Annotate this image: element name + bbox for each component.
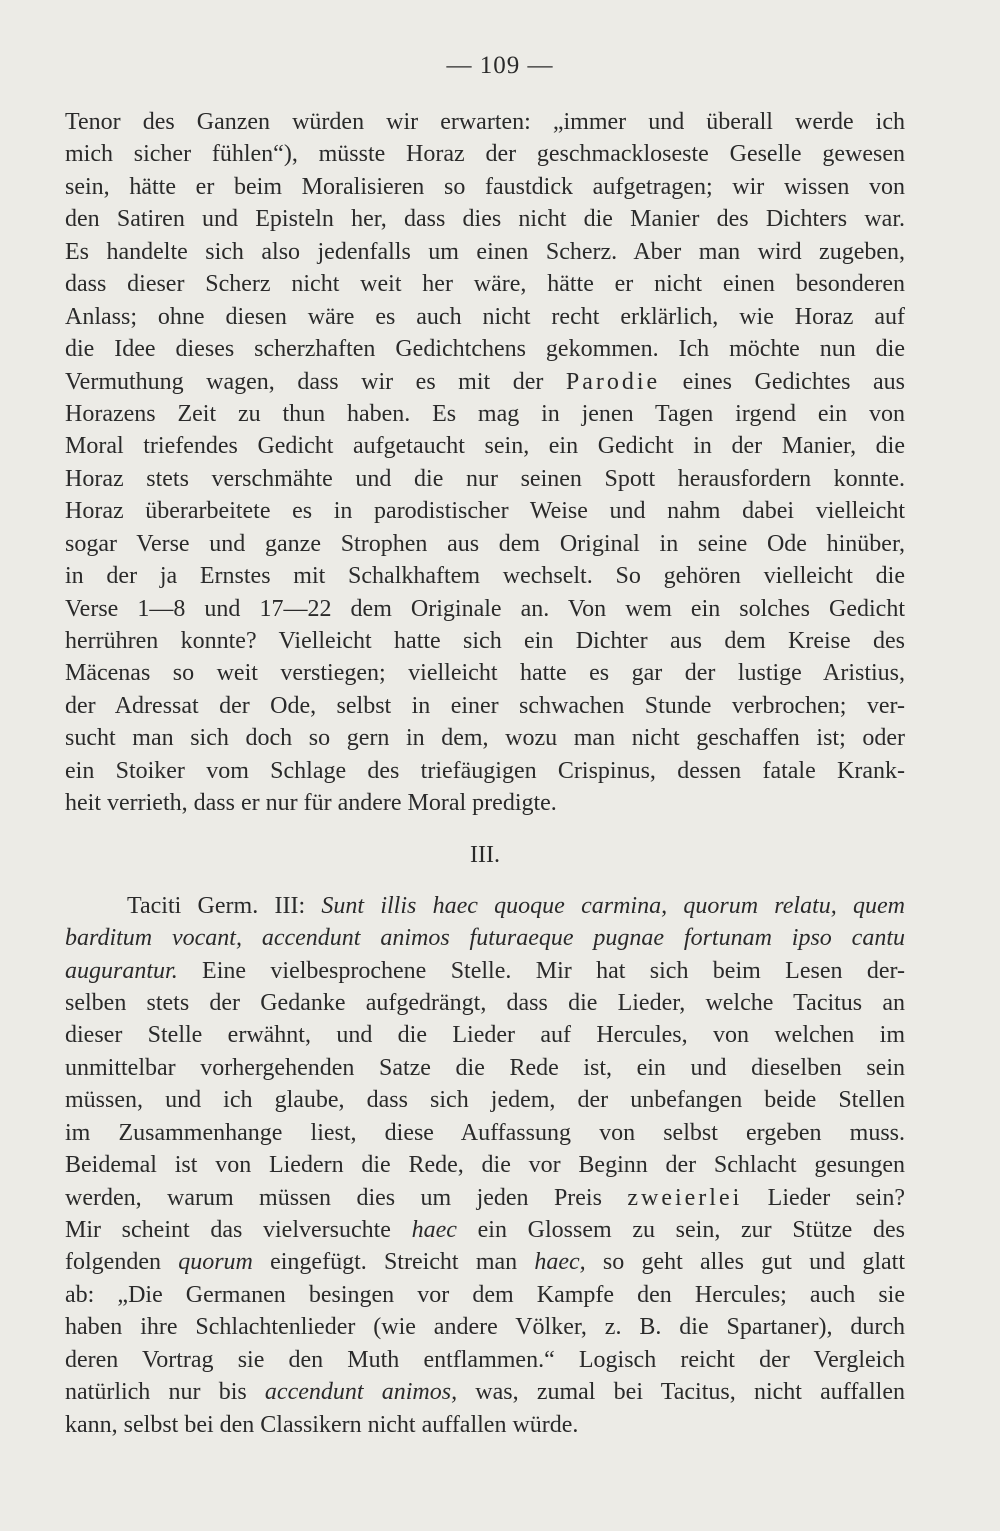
text-line: Anlass; ohne diesen wäre es auch nicht recht erklärlich, wie Horaz auf xyxy=(65,303,905,330)
text-line: den Satiren und Episteln her, dass dies nicht die Manier des Dichters war. xyxy=(65,206,905,233)
text-line: werden, warum müssen dies um jeden Preis zweierlei Lieder sein? xyxy=(65,1184,906,1211)
text-line: haben ihre Schlachtenlieder (wie andere Völker, z. B. die Spartaner), durch xyxy=(65,1314,905,1341)
text-line: sogar Verse und ganze Strophen aus dem Original in seine Ode hinüber, xyxy=(65,530,905,557)
text-line: in der ja Ernstes mit Schalkhaftem wechselt. So gehören vielleicht die xyxy=(65,563,905,590)
text-line: dass dieser Scherz nicht weit her wäre, hätte er nicht einen besonderen xyxy=(65,271,905,298)
text-line: Mir scheint das vielversuchte haec ein Glossem zu sein, zur Stütze des xyxy=(65,1217,905,1243)
page-body xyxy=(65,106,905,1441)
text-line: sein, hätte er beim Moralisieren so faustdick aufgetragen; wir wissen von xyxy=(65,173,905,200)
text-line: Verse 1—8 und 17—22 dem Originale an. Von wem ein solches Gedicht xyxy=(65,595,905,622)
text-line: Tenor des Ganzen würden wir erwarten: „immer und überall werde ich xyxy=(65,109,905,135)
text-line: die Idee dieses scherzhaften Gedichtchens gekommen. Ich möchte nun die xyxy=(65,336,905,363)
text-line: Vermuthung wagen, dass wir es mit der Parodie eines Gedichtes aus xyxy=(65,368,905,395)
text-line: Horaz überarbeitete es in parodistischer Weise und nahm dabei vielleicht xyxy=(65,498,905,525)
text-line: sucht man sich doch so gern in dem, wozu man nicht geschaffen ist; oder xyxy=(65,725,905,752)
text-line: Beidemal ist von Liedern die Rede, die vor Beginn der Schlacht gesungen xyxy=(65,1152,905,1179)
section-heading: III. xyxy=(470,841,500,868)
text-line: selben stets der Gedanke aufgedrängt, dass die Lieder, welche Tacitus an xyxy=(65,989,905,1016)
text-line: müssen, und ich glaube, dass sich jedem, der unbefangen beide Stellen xyxy=(65,1087,905,1114)
text-line: ab: „Die Germanen besingen vor dem Kampfe den Hercules; auch sie xyxy=(65,1281,905,1308)
text-line: augurantur. Eine vielbesprochene Stelle. Mir hat sich beim Lesen der- xyxy=(65,957,905,984)
latin-quote: Sunt illis haec quoque carmina, quorum relatu, quem xyxy=(321,892,905,919)
paragraph-1 xyxy=(65,106,905,820)
text-line: barditum vocant, accendunt animos futuraeque pugnae fortunam ipso cantu xyxy=(65,925,905,952)
text-line: Horaz stets verschmähte und die nur seinen Spott herausfordern konnte. xyxy=(65,465,905,492)
text-line: ein Stoiker vom Schlage des triefäugigen Crispinus, dessen fatale Krank- xyxy=(65,757,905,784)
text-line: Es handelte sich also jedenfalls um einen Scherz. Aber man wird zugeben, xyxy=(65,238,905,265)
text-line: Moral triefendes Gedicht aufgetaucht sein, ein Gedicht in der Manier, die xyxy=(65,433,905,460)
text-line: kann, selbst bei den Classikern nicht auffallen würde. xyxy=(65,1411,579,1438)
text-line: herrühren konnte? Vielleicht hatte sich ein Dichter aus dem Kreise des xyxy=(65,628,905,654)
text-line: Taciti Germ. III: Sunt illis haec quoque carmina, quorum relatu, quem xyxy=(127,892,905,919)
text-line: deren Vortrag sie den Muth entflammen.“ Logisch reicht der Vergleich xyxy=(65,1346,905,1373)
text-line: mich sicher fühlen“), müsste Horaz der geschmackloseste Geselle gewesen xyxy=(65,141,905,168)
text-line: im Zusammenhange liest, diese Auffassung von selbst ergeben muss. xyxy=(65,1119,905,1146)
paragraph-2 xyxy=(65,890,905,1441)
text-line: heit verrieth, dass er nur für andere Moral predigte. xyxy=(65,790,557,817)
text-line: natürlich nur bis accendunt animos, was, zumal bei Tacitus, nicht auffallen xyxy=(65,1379,905,1406)
page-number: — 109 — xyxy=(446,52,554,79)
spaced-emphasis: Parodie xyxy=(565,368,661,395)
text-line: Horazens Zeit zu thun haben. Es mag in jenen Tagen irgend ein von xyxy=(65,400,905,427)
text-line: folgenden quorum eingefügt. Streicht man haec, so geht alles gut und glatt xyxy=(65,1249,905,1276)
text-line: dieser Stelle erwähnt, und die Lieder auf Hercules, von welchen im xyxy=(65,1022,905,1049)
text-line: der Adressat der Ode, selbst in einer schwachen Stunde verbrochen; ver- xyxy=(65,692,905,719)
spaced-emphasis: zweierlei xyxy=(627,1184,743,1211)
text-line: unmittelbar vorhergehenden Satze die Rede ist, ein und dieselben sein xyxy=(65,1054,905,1081)
text-line: Mäcenas so weit verstiegen; vielleicht hatte es gar der lustige Aristius, xyxy=(65,660,905,687)
